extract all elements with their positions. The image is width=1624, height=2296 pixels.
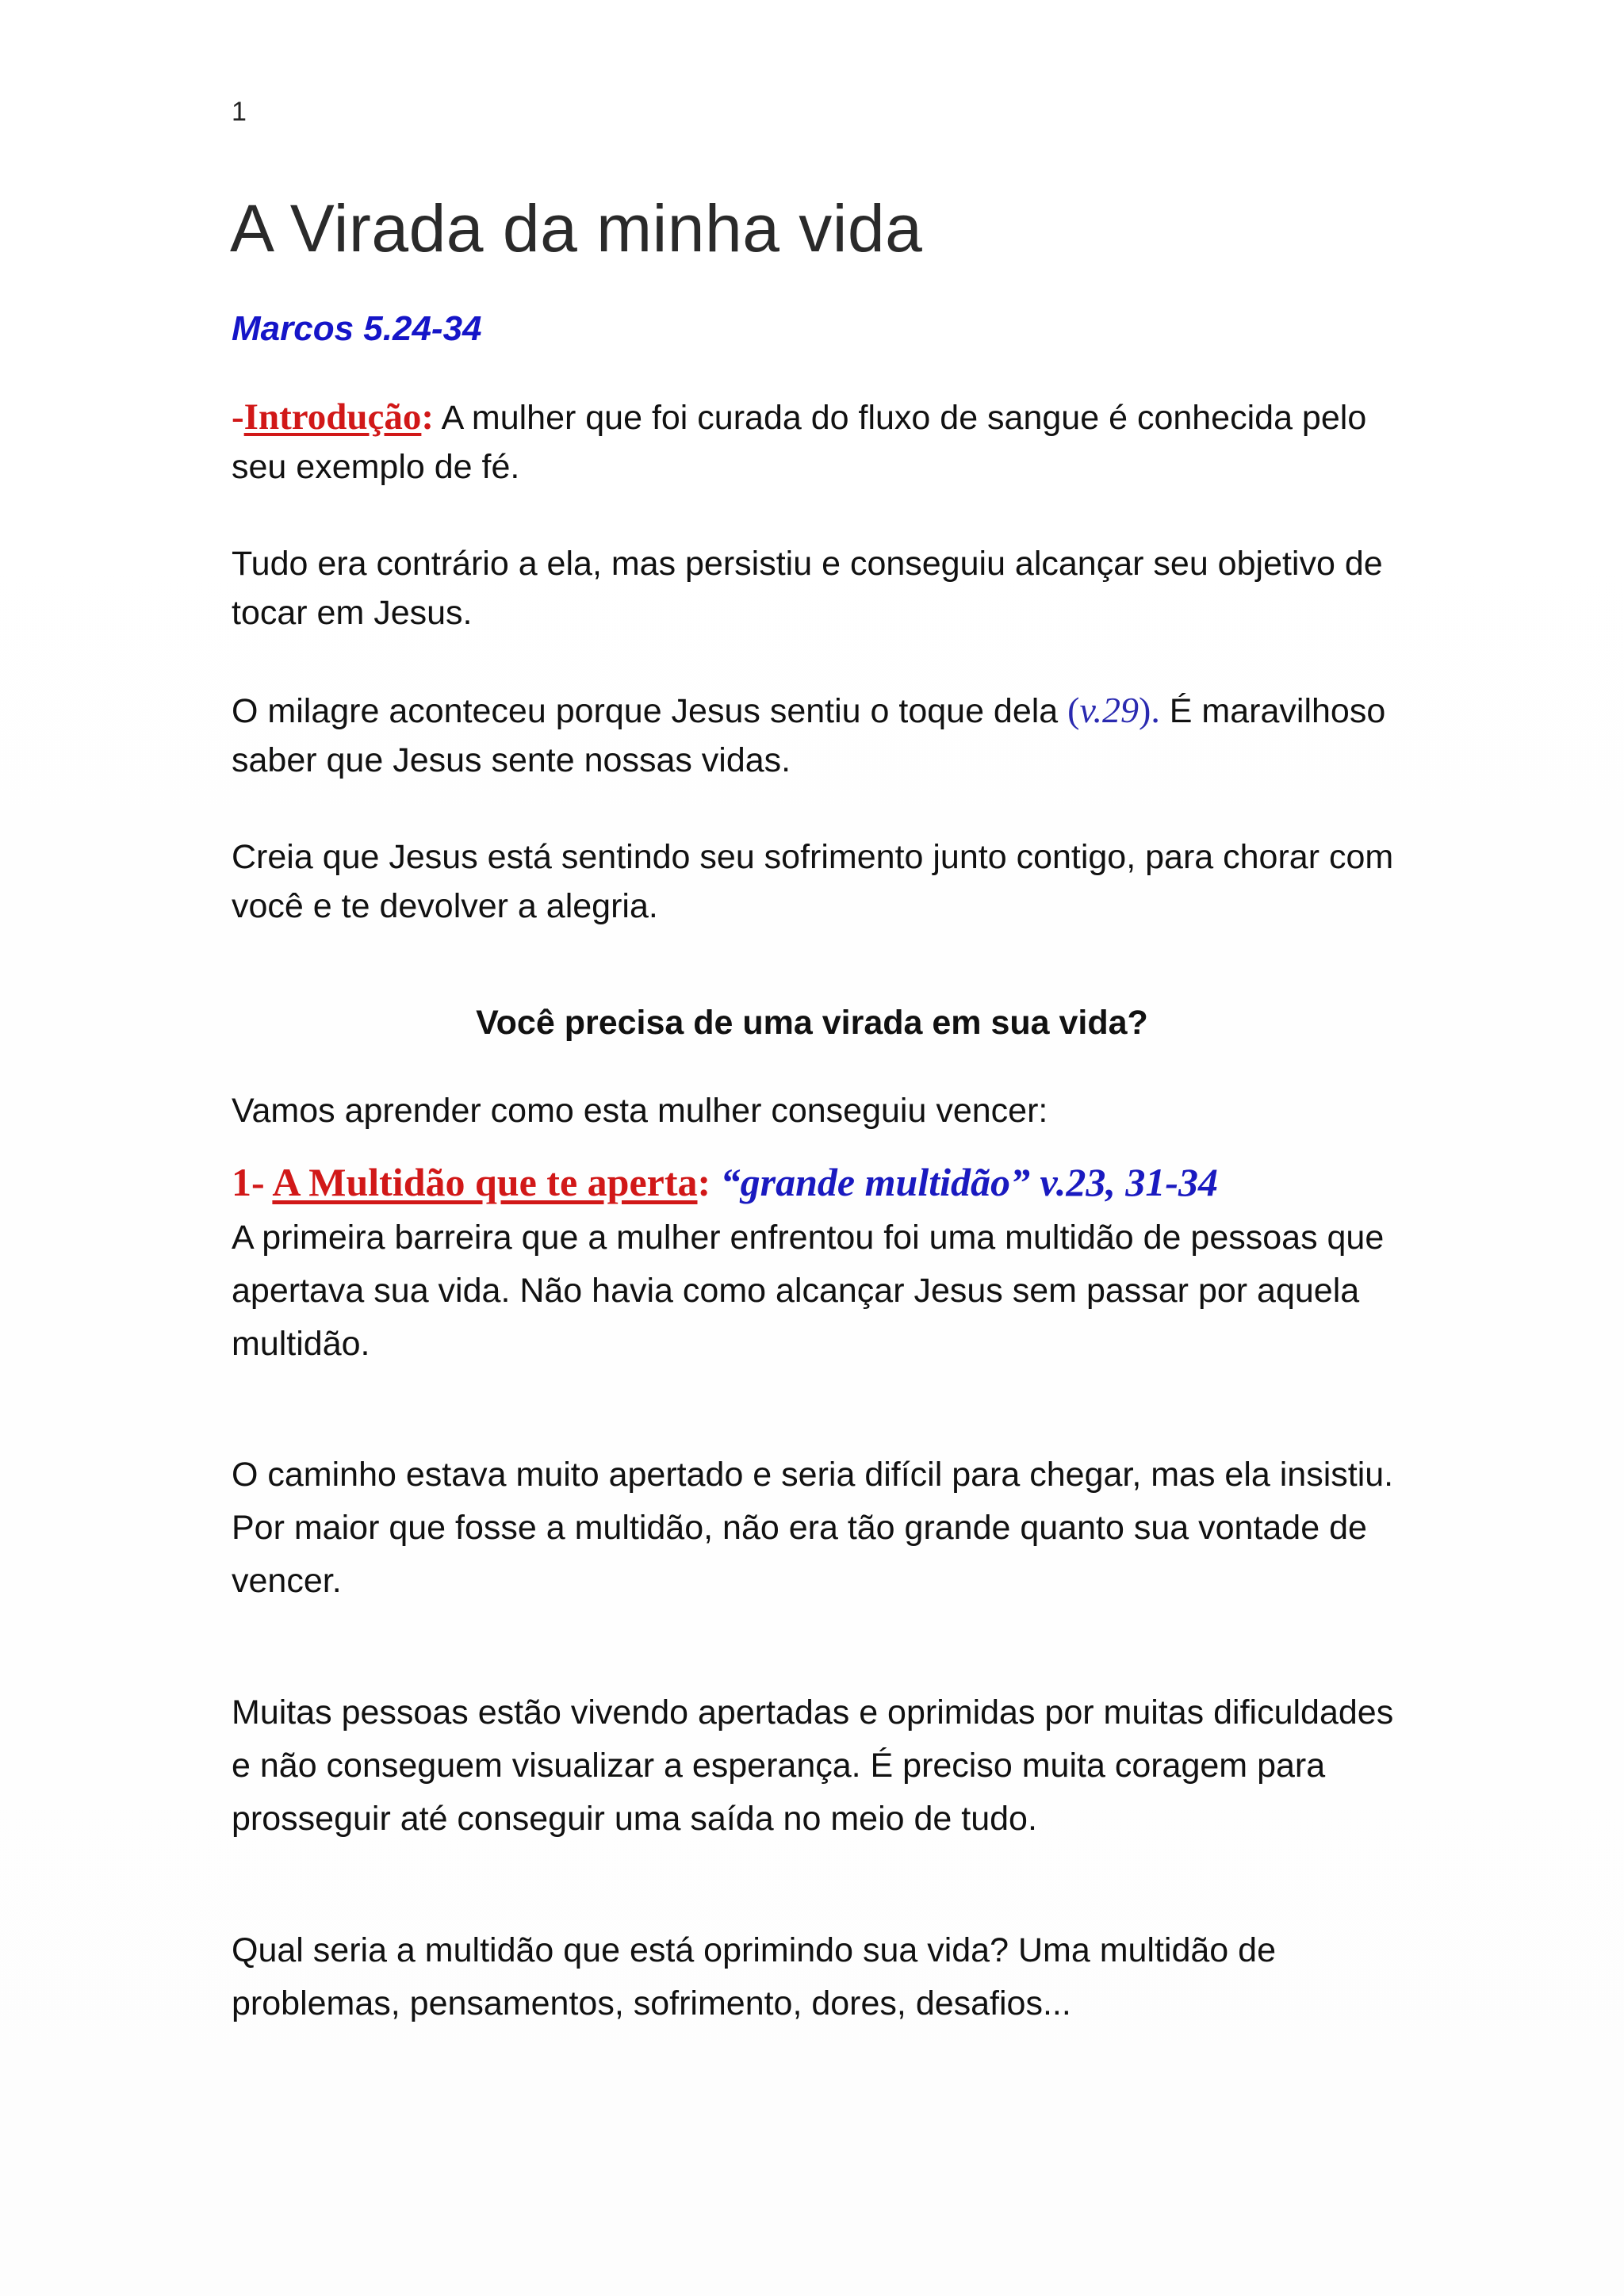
- section-1-reference: “grande multidão” v.23, 31-34: [710, 1160, 1218, 1204]
- section-1-paragraph-3: Muitas pessoas estão vivendo apertadas e oprimidas por muitas dificuldades e não conseguem visualizar a esperança. É preciso muita coragem para prosseguir até conseguir uma saída no meio de tudo.: [232, 1693, 1394, 1838]
- section-1-number: 1-: [232, 1160, 273, 1204]
- verse-open-paren: (: [1067, 690, 1080, 730]
- paragraph-1: Tudo era contrário a ela, mas persistiu e conseguiu alcançar seu objetivo de tocar em Jesus.: [232, 545, 1383, 632]
- scripture-reference: Marcos 5.24-34: [232, 309, 482, 348]
- intro-text: A mulher que foi curada do fluxo de sangue é conhecida pelo seu exemplo de fé.: [232, 399, 1367, 486]
- intro-label: [244, 396, 422, 438]
- paragraph-2-after: É maravilhoso saber que Jesus sente nossas vidas.: [232, 692, 1386, 779]
- page-number: 1: [232, 97, 247, 127]
- verse-reference: v.29: [1079, 690, 1139, 730]
- paragraph-2-before: O milagre aconteceu porque Jesus sentiu o toque dela: [232, 692, 1068, 730]
- lead-in-text: Vamos aprender como esta mulher conseguiu vencer:: [232, 1092, 1048, 1130]
- intro-dash: -: [232, 396, 244, 438]
- paragraph-2: [232, 686, 1397, 785]
- paragraph-3: Creia que Jesus está sentindo seu sofrimento junto contigo, para chorar com você e te devolver a alegria.: [232, 838, 1394, 925]
- section-1-title: A Multidão que te aperta: [272, 1160, 698, 1204]
- section-1-paragraph-4: Qual seria a multidão que está oprimindo sua vida? Uma multidão de problemas, pensamentos, sofrimento, dores, desafios...: [232, 1931, 1277, 2022]
- verse-close-paren: ).: [1139, 690, 1160, 730]
- intro-paragraph: [232, 392, 1397, 492]
- section-1-paragraph-1: A primeira barreira que a mulher enfrentou foi uma multidão de pessoas que apertava sua vida. Não havia como alcançar Jesus sem passar por aquela multidão.: [232, 1219, 1385, 1363]
- question-text: Você precisa de uma virada em sua vida?: [476, 1004, 1148, 1042]
- question-heading: [0, 1004, 1624, 1043]
- section-1-colon: :: [697, 1160, 711, 1204]
- section-1-heading: [232, 1159, 1218, 1205]
- section-1-paragraph-2: O caminho estava muito apertado e seria difícil para chegar, mas ela insistiu. Por maior que fosse a multidão, não era tão grande quanto sua vontade de vencer.: [232, 1456, 1394, 1600]
- intro-colon: :: [421, 396, 435, 438]
- document-title: A Virada da minha vida: [230, 191, 923, 266]
- intro-label-text: Introdução: [243, 396, 422, 438]
